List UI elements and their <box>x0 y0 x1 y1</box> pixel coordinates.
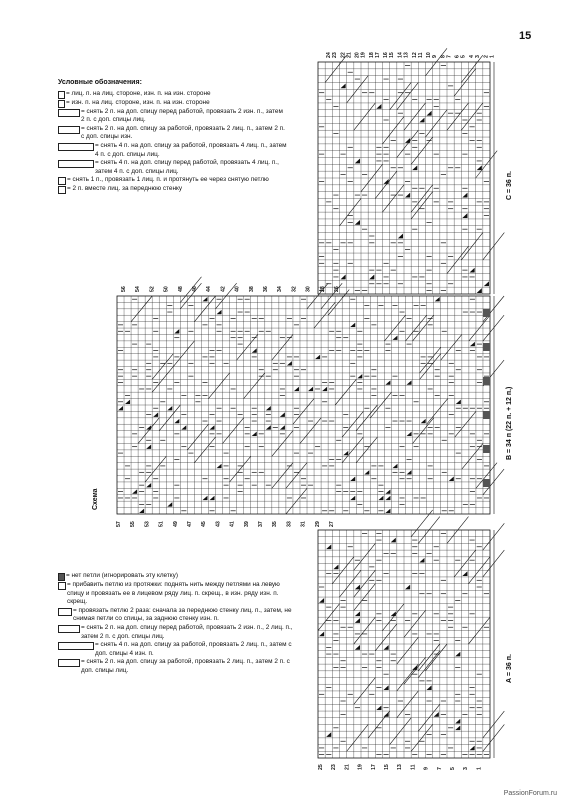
column-number: 2 <box>483 55 490 58</box>
column-number: 11 <box>410 764 417 770</box>
column-number: 7 <box>436 767 443 770</box>
row-number: 39 <box>243 521 250 527</box>
section-c-label: С = 36 п. <box>506 171 513 200</box>
no-stitch-cell <box>483 411 490 419</box>
column-number: 10 <box>426 52 433 58</box>
column-number: 24 <box>326 52 332 58</box>
legend-item-text: = прибавить петлю из протяжки: поднять нить между петлями на левую спицу и провязать ее в лицевом ряду лиц. п. скрещ., в изн. ряду изн. п. скрещ. <box>67 581 280 606</box>
no-stitch-cell <box>483 309 490 317</box>
column-number: 4 <box>469 55 475 58</box>
column-number: 17 <box>370 764 377 770</box>
row-number: 42 <box>220 286 227 292</box>
column-number: 7 <box>446 55 453 58</box>
column-number: 25 <box>318 764 324 770</box>
legend-heading: Условные обозначения: <box>58 79 142 86</box>
no-stitch-cell <box>483 377 490 385</box>
legend-item-text: = лиц. п. на лиц. стороне, изн. п. на изн. стороне <box>66 89 211 97</box>
row-number: 37 <box>258 521 264 527</box>
row-number: 26 <box>334 286 340 292</box>
column-number: 23 <box>332 52 338 58</box>
row-number: 43 <box>215 521 222 527</box>
column-number: 16 <box>383 52 390 58</box>
row-number: 54 <box>135 286 142 292</box>
row-number: 56 <box>121 286 127 292</box>
column-number: 18 <box>368 52 375 58</box>
no-stitch-cell <box>483 479 490 487</box>
column-number: 5 <box>460 55 467 58</box>
legend-item-text: = снять 4 п. на доп. спицу за работой, провязать 4 лиц. п., затем 4 п. с доп. спицы лиц. <box>95 141 287 158</box>
column-number: 5 <box>450 767 456 770</box>
row-number: 51 <box>158 521 165 527</box>
column-number: 13 <box>397 764 404 770</box>
row-number: 28 <box>319 286 326 292</box>
row-number: 32 <box>291 286 298 292</box>
scheme-title: Схема <box>92 488 99 510</box>
legend-item-text: = нет петли (игнорировать эту клетку) <box>66 572 179 579</box>
row-number: 35 <box>272 521 279 527</box>
row-number: 47 <box>187 521 193 527</box>
column-number: 9 <box>423 767 430 770</box>
legend-item-text: = провязать петлю 2 раза: сначала за переднюю стенку лиц. п., затем, не снимая петли со спицы, за заднюю стенку изн. п. <box>73 606 292 623</box>
page-number: 15 <box>519 30 532 42</box>
row-number: 34 <box>277 286 284 292</box>
legend-item-text: = снять 1 п., провязать 1 лиц. п. и протянуть ее через снятую петлю <box>67 176 269 184</box>
legend-item-text: = снять 2 п. на доп. спицу за работой, провязать 2 лиц. п., затем 2 п. с доп. спицы лиц. <box>81 658 290 674</box>
column-number: 21 <box>346 52 353 58</box>
column-number: 19 <box>357 764 364 770</box>
legend-item-text: = снять 2 п. на доп. спицу за работой, провязать 2 лиц. п., затем 2 п. с доп. спицы изн. <box>81 124 285 141</box>
column-number: 1 <box>489 55 496 58</box>
row-number: 36 <box>263 286 269 292</box>
column-number: 13 <box>403 52 410 58</box>
row-number: 45 <box>201 521 208 527</box>
grid-section-c <box>318 48 504 294</box>
row-number: 50 <box>163 286 170 292</box>
grid-section-a <box>318 510 504 758</box>
row-number: 27 <box>329 521 335 527</box>
column-number: 15 <box>389 52 396 58</box>
column-number: 17 <box>374 52 381 58</box>
column-number: 12 <box>411 52 418 58</box>
column-number: 19 <box>360 52 367 58</box>
row-number: 29 <box>314 521 321 527</box>
row-number: 31 <box>300 521 307 527</box>
row-number: 48 <box>177 286 184 292</box>
row-number: 46 <box>192 286 198 292</box>
column-number: 3 <box>475 55 481 58</box>
row-number: 44 <box>206 286 213 292</box>
column-number: 3 <box>463 767 470 770</box>
row-number: 52 <box>149 286 156 292</box>
column-number: 22 <box>340 52 347 58</box>
legend-item-text: = снять 4 п. на доп. спицу за работой, провязать 2 лиц. п., затем с доп. спицы 4 изн. п. <box>95 641 292 657</box>
column-number: 1 <box>476 767 483 770</box>
column-number: 15 <box>384 764 390 770</box>
column-number: 8 <box>440 55 447 58</box>
row-number: 30 <box>305 286 312 292</box>
column-number: 6 <box>454 55 461 58</box>
column-number: 14 <box>397 52 404 58</box>
column-number: 9 <box>432 55 439 58</box>
column-number: 23 <box>331 764 338 770</box>
row-number: 49 <box>172 521 179 527</box>
row-number: 55 <box>130 521 137 527</box>
section-a-label: А = 36 п. <box>506 654 513 683</box>
row-number: 40 <box>234 286 241 292</box>
legend-item-text: = 2 п. вместе лиц. за переднюю стенку <box>67 185 183 193</box>
row-number: 57 <box>116 521 122 527</box>
grid-section-b <box>117 277 504 514</box>
footer-watermark: PassionForum.ru <box>503 790 557 797</box>
column-number: 11 <box>417 52 424 58</box>
column-number: 21 <box>344 764 351 770</box>
legend-item-text: = изн. п. на лиц. стороне, изн. п. на изн. стороне <box>66 98 210 106</box>
section-b-label: В = 34 п (22 п. + 12 п.) <box>506 386 513 460</box>
row-number: 33 <box>286 521 293 527</box>
legend-item-text: = снять 2 п. на доп. спицу перед работой, провязать 2 изн. п., затем 2 п. с доп. спицы лиц. <box>81 107 283 124</box>
column-number: 20 <box>354 52 361 58</box>
legend-item-text: = снять 2 п. на доп. спицу перед работой, провязать 2 изн. п., 2 лиц. п., затем 2 п. с доп. спицы лиц. <box>81 623 293 640</box>
no-stitch-cell <box>483 445 490 453</box>
row-number: 53 <box>144 521 151 527</box>
no-stitch-cell <box>483 343 490 351</box>
legend-item-text: = снять 4 п. на доп. спицу перед работой, провязать 4 лиц. п., затем 4 п. с доп. спицы лиц. <box>95 159 279 175</box>
row-number: 41 <box>229 521 236 527</box>
row-number: 38 <box>248 286 255 292</box>
